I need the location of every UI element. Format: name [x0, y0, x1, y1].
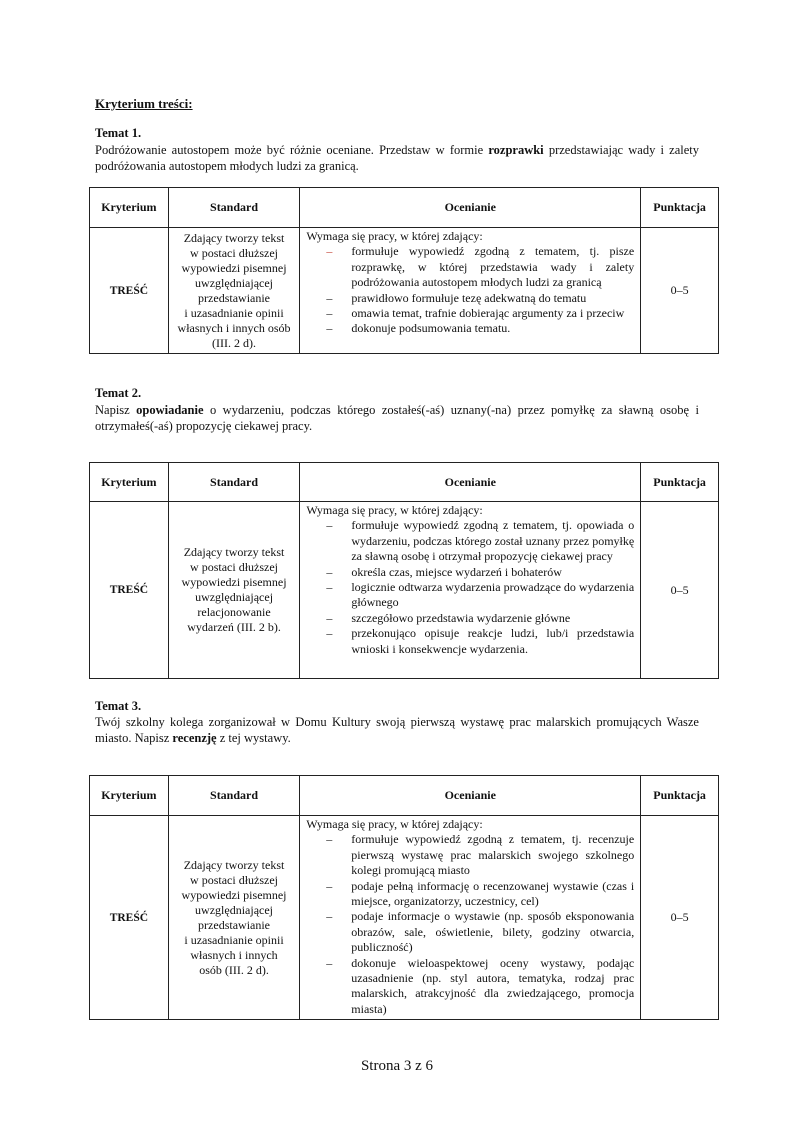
header-kryterium: Kryterium: [90, 463, 169, 502]
kryterium-cell: TREŚĆ: [90, 502, 169, 679]
header-ocenianie: Ocenianie: [300, 188, 641, 228]
standard-line: uwzględniającej: [195, 590, 274, 604]
list-item-text: podaje pełną informację o recenzowanej wystawie (czas i miejsce, organizatorzy, uczestnicy, cel): [351, 878, 635, 909]
standard-line: Zdający tworzy tekst: [183, 545, 285, 559]
standard-line: w postaci dłuższej: [190, 245, 279, 260]
standard-line: wypowiedzi pisemnej: [181, 575, 287, 589]
standard-cell: [168, 502, 300, 679]
dash-bullet: –: [326, 832, 333, 847]
standard-line: i uzasadnianie opinii: [184, 305, 284, 320]
topic-1-text: [95, 142, 699, 174]
punktacja-cell: 0–5: [641, 816, 719, 1020]
punktacja-cell: 0–5: [641, 502, 719, 679]
list-item: [306, 565, 634, 580]
topic-2-text-before: Napisz: [95, 403, 137, 417]
topic-3-text-bold: recenzję: [172, 731, 217, 745]
list-item: [306, 879, 634, 910]
list-item: [306, 611, 634, 626]
table-row: [90, 228, 719, 354]
dash-bullet: –: [326, 909, 333, 924]
page-number: Strona 3 z 6: [360, 1058, 434, 1074]
table-row: [90, 816, 719, 1020]
list-item: [306, 956, 634, 1018]
standard-line: wypowiedzi pisemnej: [181, 887, 287, 902]
topic-1-text-before: Podróżowanie autostopem może być różnie oceniane. Przedstaw w formie: [95, 143, 489, 157]
header-punktacja: Punktacja: [641, 463, 719, 502]
standard-line: wypowiedzi pisemnej: [181, 260, 287, 275]
header-kryterium: Kryterium: [90, 776, 169, 816]
header-punktacja: Punktacja: [641, 188, 719, 228]
list-item: [306, 580, 634, 611]
ocenianie-list: [306, 518, 634, 657]
list-item-text: dokonuje podsumowania tematu.: [351, 321, 511, 336]
topic-2-text-after: o wydarzeniu, podczas którego zostałeś(-aś) uznany(-na) przez pomyłkę za sławną osobę i otrzymałeś(-aś) propozycję ciekawej pracy.: [95, 403, 699, 433]
table-header-row: [90, 463, 719, 502]
standard-line: uwzględniającej: [195, 275, 274, 290]
topic-3-text-before: Twój szkolny kolega zorganizował w Domu Kultury swoją pierwszą wystawę prac malarskich promujących Wasze miasto. Napisz: [95, 715, 699, 745]
standard-line: przedstawianie: [198, 917, 271, 932]
table-header-row: [90, 188, 719, 228]
list-item: [306, 909, 634, 955]
standard-cell: [168, 228, 300, 354]
standard-line: w postaci dłuższej: [190, 560, 279, 574]
header-standard: Standard: [168, 463, 300, 502]
topic-1-text-bold: rozprawki: [488, 143, 544, 157]
header-standard: Standard: [168, 776, 300, 816]
list-item-text: formułuje wypowiedź zgodną z tematem, tj. opowiada o wydarzeniu, podczas którego został uznany przez pomyłkę za sławną osobę i otrzymał propozycję ciekawej pracy: [351, 518, 635, 564]
dash-bullet: –: [326, 878, 333, 893]
standard-line: wydarzeń (III. 2 b).: [187, 620, 281, 634]
standard-line: relacjonowanie: [197, 605, 271, 619]
list-item-text: określa czas, miejsce wydarzeń i bohaterów: [351, 564, 562, 579]
ocenianie-intro: Wymaga się pracy, w której zdający:: [306, 503, 483, 517]
table-header-row: [90, 776, 719, 816]
list-item-text: podaje informacje o wystawie (np. sposób eksponowania obrazów, sale, oświetlenie, bilety, godziny otwarcia, publiczność): [351, 909, 635, 955]
standard-line: Zdający tworzy tekst: [183, 857, 285, 872]
ocenianie-intro: Wymaga się pracy, w której zdający:: [306, 817, 483, 831]
dash-bullet: –: [326, 321, 333, 336]
list-item-text: szczegółowo przedstawia wydarzenie główne: [351, 610, 571, 625]
list-item-text: przekonująco opisuje reakcje ludzi, lub/i przedstawia wnioski i konsekwencje wydarzenia.: [351, 626, 635, 656]
ocenianie-intro: Wymaga się pracy, w której zdający:: [306, 229, 483, 243]
topic-1-text-after: przedstawiając wady i zalety podróżowania autostopem młodych ludzi za granicą.: [95, 143, 700, 173]
list-item: [306, 244, 634, 290]
list-item-text: logicznie odtwarza wydarzenia prowadzące do wydarzenia głównego: [351, 580, 635, 610]
ocenianie-list: [306, 832, 634, 1017]
topic-3-label: Temat 3.: [95, 699, 142, 713]
list-item-text: dokonuje wieloaspektowej oceny wystawy, podając uzasadnienie (np. styl autora, tematyka, rodzaj prac malarskich, atrakcyjność dla zwiedzającego, promocja miasta): [351, 955, 635, 1016]
topic-1-label: Temat 1.: [95, 126, 142, 140]
criteria-table-1: [89, 187, 719, 354]
topic-3-text-after: z tej wystawy.: [216, 731, 291, 745]
list-item-text: formułuje wypowiedź zgodną z tematem, tj. recenzuje pierwszą wystawę prac malarskich swojego szkolnego kolegi promującą miasto: [351, 832, 635, 878]
list-item: [306, 306, 634, 321]
standard-line: i uzasadnianie opinii: [184, 932, 284, 947]
list-item: [306, 321, 634, 336]
dash-bullet: –: [326, 580, 333, 595]
dash-bullet: –: [326, 306, 333, 321]
list-item: [306, 518, 634, 564]
list-item: [306, 626, 634, 657]
topic-2-text: [95, 402, 699, 434]
standard-cell: [168, 816, 300, 1020]
standard-line: w postaci dłuższej: [190, 872, 279, 887]
dash-bullet: –: [326, 955, 333, 970]
ocenianie-list: [306, 244, 634, 336]
dash-bullet: –: [326, 518, 333, 533]
header-standard: Standard: [168, 188, 300, 228]
standard-line: własnych i innych osób: [177, 320, 291, 335]
header-kryterium: Kryterium: [90, 188, 169, 228]
list-item-text: formułuje wypowiedź zgodną z tematem, tj. pisze rozprawkę, w której przedstawia wady i zalety podróżowania autostopem młodych ludzi za granicą: [351, 244, 635, 290]
topic-2-label: Temat 2.: [95, 386, 142, 400]
topic-2-text-bold: opowiadanie: [136, 403, 204, 417]
kryterium-cell: TREŚĆ: [90, 816, 169, 1020]
list-item: [306, 291, 634, 306]
dash-bullet: –: [326, 290, 333, 305]
standard-line: (III. 2 d).: [212, 335, 257, 350]
standard-line: przedstawianie: [198, 290, 271, 305]
dash-bullet: –: [326, 244, 333, 259]
list-item-text: prawidłowo formułuje tezę adekwatną do tematu: [351, 290, 587, 305]
criteria-table-2: [89, 462, 719, 679]
ocenianie-cell: [300, 502, 641, 679]
header-punktacja: Punktacja: [641, 776, 719, 816]
topic-3-text: [95, 714, 699, 746]
list-item-text: omawia temat, trafnie dobierając argumenty za i przeciw: [351, 306, 625, 321]
section-heading: Kryterium treści:: [95, 96, 193, 111]
table-row: [90, 502, 719, 679]
standard-line: własnych i innych: [190, 947, 278, 962]
criteria-table-3: [89, 775, 719, 1020]
standard-line: uwzględniającej: [195, 902, 274, 917]
ocenianie-cell: [300, 816, 641, 1020]
dash-bullet: –: [326, 610, 333, 625]
dash-bullet: –: [326, 564, 333, 579]
standard-line: Zdający tworzy tekst: [183, 230, 285, 245]
ocenianie-cell: [300, 228, 641, 354]
standard-line: osób (III. 2 d).: [199, 962, 269, 977]
dash-bullet: –: [326, 626, 333, 641]
kryterium-cell: TREŚĆ: [90, 228, 169, 354]
header-ocenianie: Ocenianie: [300, 776, 641, 816]
list-item: [306, 832, 634, 878]
punktacja-cell: 0–5: [641, 228, 719, 354]
header-ocenianie: Ocenianie: [300, 463, 641, 502]
